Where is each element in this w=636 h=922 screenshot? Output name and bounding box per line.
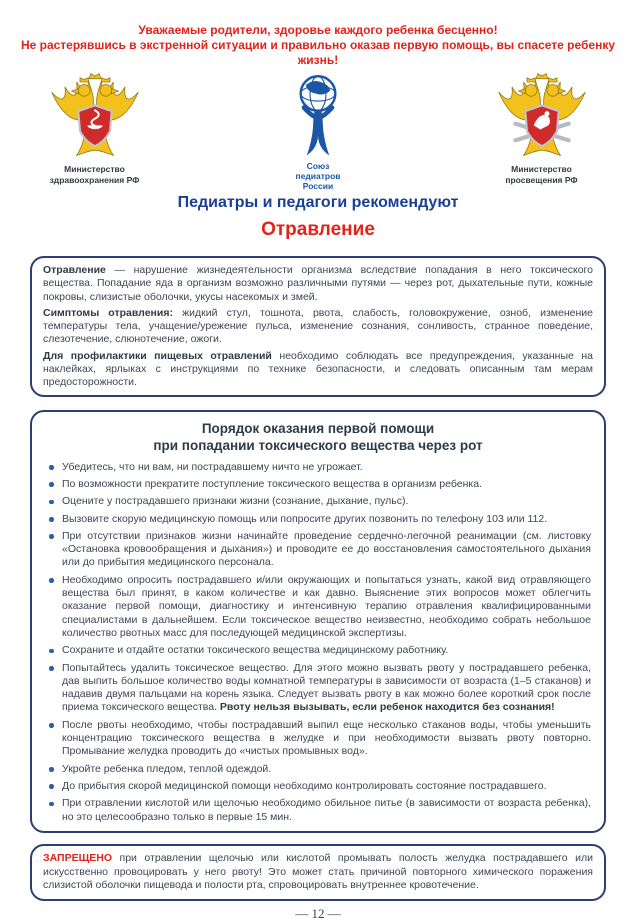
first-aid-item: При отравлении кислотой или щелочью необходимо обильное питье (в зависимости от возраста ребенка), но это целесообразно только в первые 15 мин. (45, 797, 591, 824)
first-aid-box (30, 410, 606, 833)
first-aid-item: Необходимо опросить пострадавшего и/или окружающих и попытаться узнать, какой вид отравляющего вещества был принят, в каком количестве и как давно. Выяснение этих вопросов может облегчить оказание первой помощи, диагностику и интенсивную терапию отравления квалифицированными специалистами в дальнейшем. Если токсическое вещество неизвестно, необходимо собрать небольшое количество рвотных масс для последующей медицинской экспертизы. (45, 574, 591, 640)
health-ministry-eagle-icon (45, 73, 145, 161)
health-ministry-label: Министерство здравоохранения РФ (49, 164, 140, 185)
pediatric-union-label: Союз педиатров России (295, 161, 341, 191)
first-aid-item: Оцените у пострадавшего признаки жизни (сознание, дыхание, пульс). (45, 495, 591, 508)
education-ministry-block (459, 73, 624, 186)
recommend-subheading: Педиатры и педагоги рекомендуют (177, 194, 459, 211)
pediatric-union-block (177, 73, 459, 191)
warning-text: при отравлении щелочью или кислотой промывать полость желудка пострадавшего или искусственно провоцировать у него рвоту! Это может стать причиной повторного химического поражения слизистой оболочки пищевода и полости рта, спровоцировать внутреннее кровотечение. (43, 851, 593, 892)
education-ministry-label: Министерство просвещения РФ (505, 164, 578, 185)
first-aid-box-title: Порядок оказания первой помощи при попадании токсического вещества через рот (153, 420, 483, 453)
warning-box (30, 844, 606, 901)
first-aid-item: При отсутствии признаков жизни начинайте проведение сердечно-легочной реанимации (см. листовку «Остановка кровообращения и дыхания») и проводите ее до восстановления самостоятельного дыхания или до прибытия медицинского персонала. (45, 530, 591, 570)
first-aid-item: Вызовите скорую медицинскую помощь или попросите других позвонить по телефону 103 или 112. (45, 513, 591, 526)
first-aid-item: Убедитесь, что ни вам, ни пострадавшему ничто не угрожает. (45, 461, 591, 474)
health-ministry-block (12, 73, 177, 186)
pediatric-union-logo-icon (284, 73, 352, 159)
page-title: Отравление (261, 219, 375, 240)
definition-paragraph: Отравление — нарушение жизнедеятельности организма вследствие попадания в него токсического вещества. Попадание яда в организм возможно различными путями — через рот, дыхательные пути, кожные покровы, слизистые оболочки, укусы насекомых и змей. (43, 264, 593, 303)
first-aid-item: По возможности прекратите поступление токсического вещества в организм ребенка. (45, 478, 591, 491)
first-aid-list (45, 461, 591, 824)
first-aid-item: Попытайтесь удалить токсическое вещество. Для этого можно вызвать рвоту у пострадавшего ребенка, дав выпить большое количество воды комнатной температуры в зависимости от возраста (1–5 стаканов) и надавив двумя пальцами на корень языка. Следует вызвать рвоту в как можно более короткий срок после приема токсического вещества. Рвоту нельзя вызывать, если ребенок находится без сознания! (45, 662, 591, 715)
first-aid-item: Укройте ребенка пледом, теплой одеждой. (45, 763, 591, 776)
header-notice-line-1: Уважаемые родители, здоровье каждого ребенка бесценно! (138, 23, 498, 37)
page-number: — 12 — (295, 906, 341, 922)
first-aid-item: До прибытия скорой медицинской помощи необходимо контролировать состояние пострадавшего. (45, 780, 591, 793)
header-notice (0, 0, 636, 68)
first-aid-item: После рвоты необходимо, чтобы пострадавший выпил еще несколько стаканов воды, чтобы уменьшить концентрацию токсического вещества в желудке и при необходимости вызвать рвоту повторно. Промывание желудка проводить до «чистых промывных вод». (45, 719, 591, 759)
prevention-paragraph: Для профилактики пищевых отравлений необходимо соблюдать все предупреждения, указанные на наклейках, ярлыках с инструкциями по технике безопасности, и следовать описанным там мерам предосторожности. (43, 349, 593, 389)
education-ministry-eagle-icon (492, 73, 592, 161)
warning-lead: ЗАПРЕЩЕНО (43, 851, 113, 864)
logos-row (0, 68, 636, 191)
first-aid-item: Сохраните и отдайте остатки токсического вещества медицинскому работнику. (45, 644, 591, 657)
header-notice-line-2: Не растерявшись в экстренной ситуации и правильно оказав первую помощь, вы спасете ребенку жизнь! (20, 38, 616, 67)
symptoms-paragraph: Симптомы отравления: жидкий стул, тошнота, рвота, слабость, головокружение, озноб, изменение температуры тела, учащение/урежение пульса, изменение сознания, сонливость, странное поведение, слезотечение, слюнотечение, ожоги. (43, 306, 593, 346)
definition-box (30, 256, 606, 397)
